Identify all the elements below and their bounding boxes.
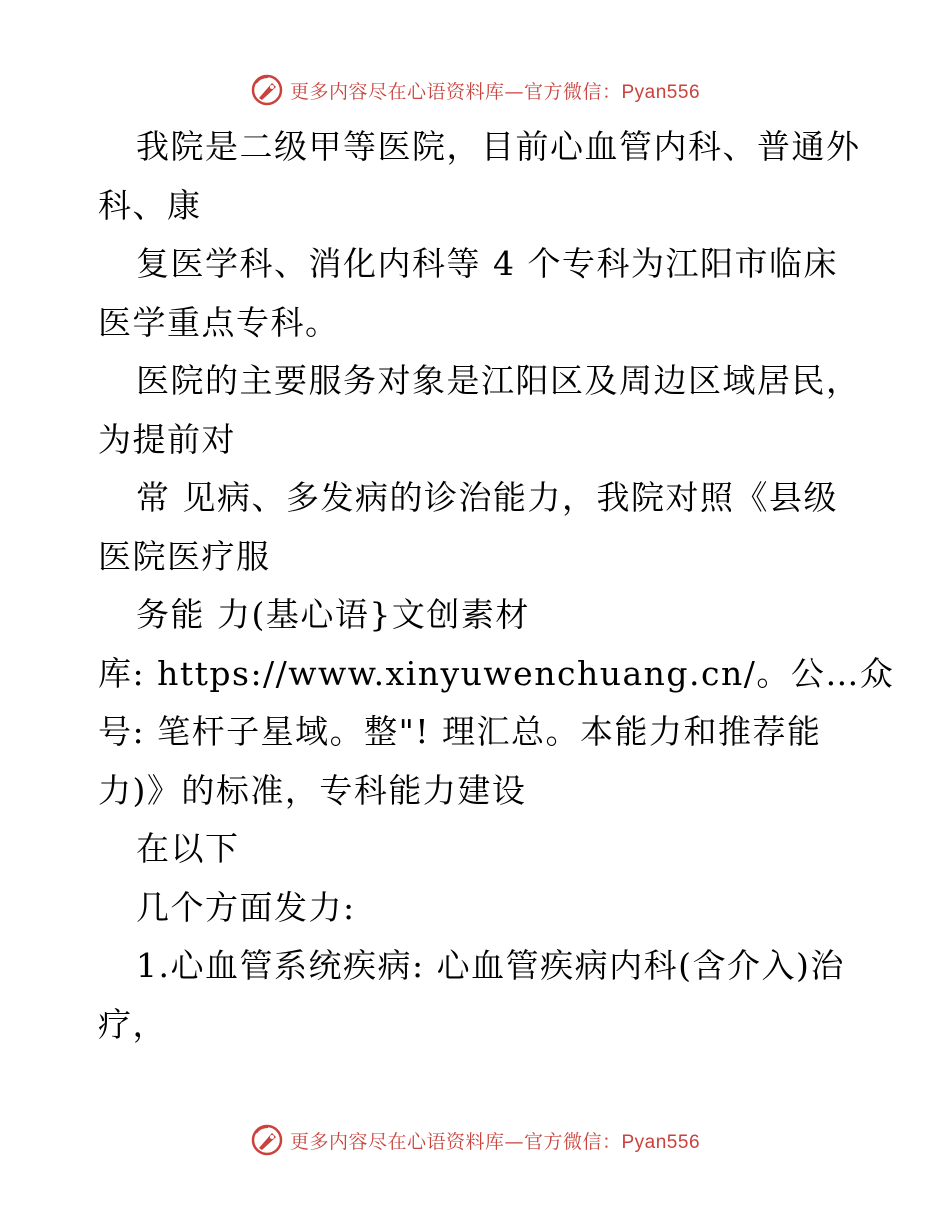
body-line: 医院医疗服: [98, 536, 271, 576]
header-banner-text: [290, 77, 700, 104]
footer-banner-title: 更多内容尽在心语资料库: [289, 1130, 505, 1153]
header-banner-separator: —官方微信：: [504, 80, 622, 103]
body-line: 为提前对: [98, 419, 236, 459]
body-line: 务能 力(基心语}文创素材: [136, 595, 530, 634]
pen-nib-logo-icon: [250, 1123, 284, 1157]
body-line: 1.心血管系统疾病: 心血管疾病内科(含介入)治: [136, 946, 845, 985]
footer-banner: [0, 1120, 950, 1160]
body-line: 科、康: [98, 185, 202, 225]
body-line: 力)》的标准，专科能力建设: [98, 770, 527, 810]
header-banner: [0, 70, 950, 110]
header-banner-title: 更多内容尽在心语资料库: [289, 80, 505, 103]
header-banner-wechat-id: Pyan556: [621, 81, 701, 103]
footer-banner-text: [290, 1127, 700, 1154]
header-banner-inner: [250, 73, 700, 107]
body-line: 号: 笔杆子星域。整"! 理汇总。本能力和推荐能: [98, 712, 822, 751]
footer-banner-inner: [250, 1123, 700, 1157]
footer-banner-wechat-id: Pyan556: [621, 1131, 701, 1153]
body-line: 在以下: [136, 829, 240, 868]
body-line: 医学重点专科。: [98, 302, 340, 342]
body-line: 疗，: [98, 1004, 167, 1044]
body-line: 复医学科、消化内科等 4 个专科为江阳市临床: [136, 244, 838, 283]
body-line: 我院是二级甲等医院，目前心血管内科、普通外: [136, 127, 861, 166]
body-line: 库: https://www.xinyuwenchuang.cn/。公…众: [98, 653, 895, 693]
document-body: [98, 118, 895, 1054]
pen-nib-logo-icon: [250, 73, 284, 107]
body-line: 几个方面发力:: [136, 887, 356, 927]
body-line: 常 见病、多发病的诊治能力，我院对照《县级: [136, 478, 838, 517]
body-line: 医院的主要服务对象是江阳区及周边区域居民，: [136, 361, 861, 400]
footer-banner-separator: —官方微信：: [504, 1130, 622, 1153]
